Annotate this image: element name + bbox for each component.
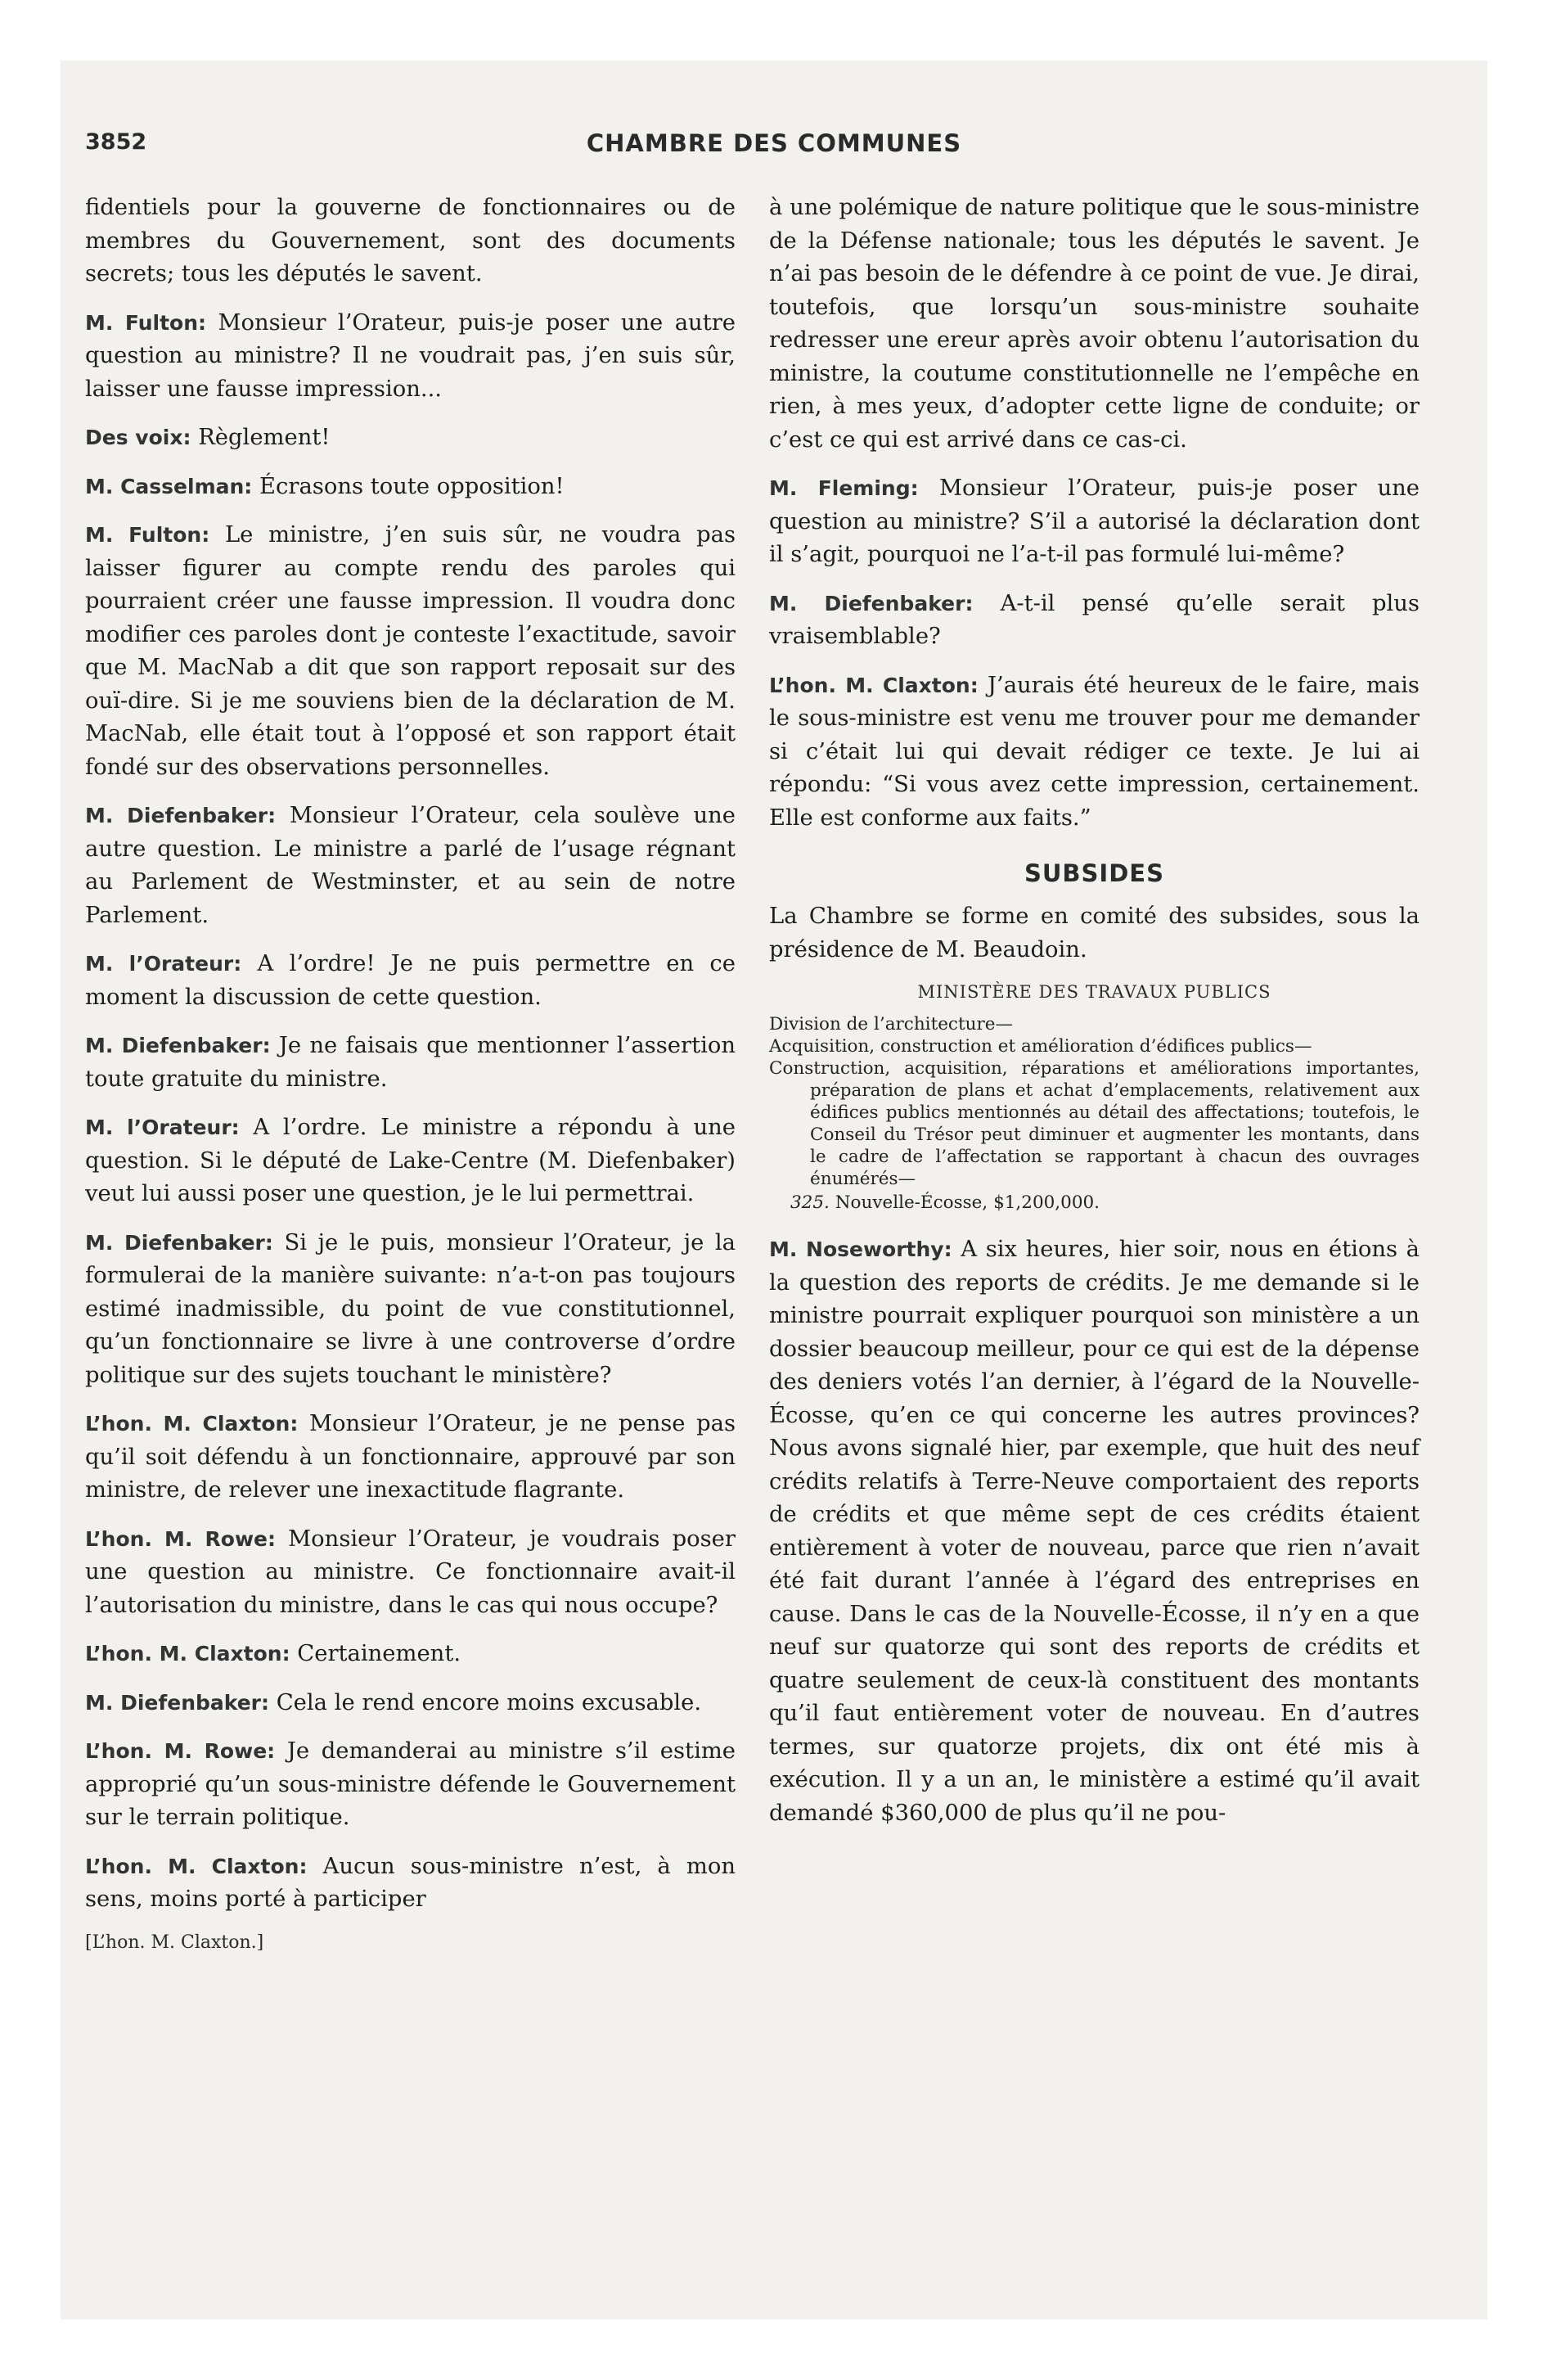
speech-paragraph xyxy=(85,192,736,291)
item-number: 325. xyxy=(790,1192,830,1213)
speech-paragraph xyxy=(85,948,736,1014)
speech-paragraph xyxy=(769,192,1420,457)
speaker-name: M. Fulton: xyxy=(85,310,206,335)
speech-text: Je ne faisais que mentionner l’assertion toute gratuite du ministre. xyxy=(85,1033,736,1092)
speaker-name: Des voix: xyxy=(85,426,191,449)
speech-text: A-t-il pensé qu’elle serait plus vraisemblable? xyxy=(769,590,1420,649)
speaker-name: M. Diefenbaker: xyxy=(85,1230,273,1255)
speech-text: Le ministre, j’en suis sûr, ne voudra pas laisser figurer au compte rendu des paroles qui pourraient créer une fausse impression. Il voudra donc modifier ces paroles dont je conteste l’exactitude, savoir que M. MacNab a dit que son rapport reposait sur des ouï-dire. Si je me souviens bien de la déclaration de M. MacNab, elle était tout à l’opposé et son rapport était fondé sur des observations personnelles. xyxy=(85,522,736,780)
speech-paragraph xyxy=(85,1850,736,1917)
speech-paragraph xyxy=(769,588,1420,654)
page-header xyxy=(61,129,1487,165)
speech-text: Monsieur l’Orateur, puis-je poser une question au ministre? S’il a autorisé la déclaration dont il s’agit, pourquoi ne l’a-t-il pas formulé lui-même? xyxy=(769,476,1420,567)
speech-paragraph xyxy=(85,307,736,407)
speech-text: Cela le rend encore moins excusable. xyxy=(276,1689,702,1715)
left-column xyxy=(85,192,736,1953)
speech-paragraph xyxy=(85,1111,736,1211)
speech-text: Monsieur l’Orateur, puis-je poser une autre question au ministre? Il ne voudrait pas, j’en suis sûr, laisser une fausse impression... xyxy=(85,309,736,402)
speech-text: à une polémique de nature politique que le sous-ministre de la Défense nationale; tous les députés le savent. Je n’ai pas besoin de le défendre à ce point de vue. Je dirai, toutefois, que lorsqu’un sous-ministre souhaite redresser une ereur après avoir obtenu l’autorisation du ministre, la coutume constitutionnelle ne l’empêche en rien, à mes yeux, d’adopter cette ligne de conduite; or c’est ce qui est arrivé dans ce cas-ci. xyxy=(769,195,1420,453)
section-heading: SUBSIDES xyxy=(1024,859,1164,887)
speaker-name: M. Diefenbaker: xyxy=(769,591,974,615)
speaker-name: M. Casselman: xyxy=(85,474,253,498)
speaker-name: L’hon. M. Claxton: xyxy=(85,1854,308,1878)
speaker-name: M. Fleming: xyxy=(769,476,919,500)
speech-text: Aucun sous-ministre n’est, à mon sens, moins porté à participer xyxy=(85,1853,736,1912)
estimate-line: Division de l’architecture— xyxy=(769,1014,1013,1034)
speech-text: Écrasons toute opposition! xyxy=(259,473,565,499)
speech-paragraph xyxy=(85,1687,736,1720)
speaker-name: L’hon. M. Claxton: xyxy=(85,1642,290,1666)
speech-paragraph xyxy=(85,800,736,932)
speaker-name: L’hon. M. Rowe: xyxy=(85,1739,276,1763)
speaker-name: M. Fulton: xyxy=(85,523,210,547)
speech-paragraph xyxy=(85,1638,736,1671)
right-column-top-paragraphs xyxy=(769,192,1420,835)
speech-text: Monsieur l’Orateur, cela soulève une autre question. Le ministre a parlé de l’usage régnant au Parlement de Westminster, et au sein de notre Parlement. xyxy=(85,803,736,928)
running-head: CHAMBRE DES COMMUNES xyxy=(586,129,962,157)
speech-paragraph xyxy=(85,1523,736,1623)
estimate-line: Construction, acquisition, réparations et améliorations importantes, préparation de plans et achat d’emplacements, relativement aux édifices publics mentionnés au détail des affectations; toutefois, le Conseil du Trésor peut diminuer et augmenter les montants, dans le cadre de l’affectation se rapportant à chacun des ouvrages énumérés— xyxy=(769,1058,1420,1189)
speaker-name: M. l’Orateur: xyxy=(85,1116,240,1139)
speaker-name: M. l’Orateur: xyxy=(85,952,242,976)
speech-text: Monsieur l’Orateur, je ne pense pas qu’il soit défendu à un fonctionnaire, approuvé par son ministre, de relever une inexactitude flagrante. xyxy=(85,1411,736,1503)
speech-paragraph xyxy=(769,1233,1420,1830)
speech-paragraph xyxy=(769,472,1420,572)
speech-paragraph xyxy=(85,519,736,784)
speech-paragraph xyxy=(85,421,736,455)
section-intro: La Chambre se forme en comité des subsides, sous la présidence de M. Beaudoin. xyxy=(769,904,1420,962)
speech-paragraph xyxy=(85,1735,736,1835)
speech-paragraph xyxy=(85,1408,736,1508)
speech-text: A l’ordre. Le ministre a répondu à une question. Si le député de Lake-Centre (M. Diefenbaker) veut lui aussi poser une question, je le lui permettrai. xyxy=(85,1115,736,1206)
speaker-name: M. Noseworthy: xyxy=(769,1237,952,1261)
speech-text: Certainement. xyxy=(297,1641,461,1666)
right-column xyxy=(769,192,1420,1846)
speech-text: Monsieur l’Orateur, je voudrais poser une question au ministre. Ce fonctionnaire avait-il l’autorisation du ministre, dans le cas qui nous occupe? xyxy=(85,1526,736,1618)
speech-paragraph xyxy=(85,471,736,504)
document-page xyxy=(61,61,1487,2319)
estimate-line: Acquisition, construction et amélioration d’édifices publics— xyxy=(769,1036,1312,1057)
speech-text: Règlement! xyxy=(198,425,331,450)
speech-text: A l’ordre! Je ne puis permettre en ce moment la discussion de cette question. xyxy=(85,951,736,1010)
page-number: 3852 xyxy=(85,129,147,155)
speech-paragraph xyxy=(85,1030,736,1096)
speaker-name: M. Diefenbaker: xyxy=(85,1034,271,1057)
speech-paragraph xyxy=(769,669,1420,836)
speaker-name: M. Diefenbaker: xyxy=(85,1690,269,1715)
speech-text: A six heures, hier soir, nous en étions à la question des reports de crédits. Je me demande si le ministre pourrait expliquer pourquoi son ministère a un dossier beaucoup meilleur, pour ce qui est de la dépense des deniers votés l’an dernier, à l’égard de la Nouvelle-Écosse, qu’en ce qui concerne les autres provinces? Nous avons signalé hier, par exemple, que huit des neuf crédits relatifs à Terre-Neuve comportaient des reports de crédits et que même sept de ces crédits étaient entièrement à voter de nouveau, parce que rien n’avait été fait durant l’année à l’égard des entreprises en cause. Dans le cas de la Nouvelle-Écosse, il n’y en a que neuf sur quatorze qui sont des reports de crédits et quatre seulement de ceux-là constituent des montants qu’il faut entièrement voter de nouveau. En d’autres termes, sur quatorze projets, dix ont été mis à exécution. Il y a un an, le ministère a estimé qu’il avait demandé $360,000 de plus qu’il ne pou- xyxy=(769,1237,1420,1826)
speaker-name: M. Diefenbaker: xyxy=(85,804,277,827)
estimate-item xyxy=(790,1192,1420,1214)
item-text: Nouvelle-Écosse, $1,200,000. xyxy=(835,1192,1100,1213)
speaker-attribution: [L’hon. M. Claxton.] xyxy=(85,1931,264,1953)
speaker-name: L’hon. M. Claxton: xyxy=(769,673,979,697)
speech-text: J’aurais été heureux de le faire, mais le sous-ministre est venu me trouver pour me demander si c’était lui qui devait rédiger ce texte. Je lui ai répondu: “Si vous avez cette impression, certainement. Elle est conforme aux faits.” xyxy=(769,672,1420,831)
ministry-subheading: MINISTÈRE DES TRAVAUX PUBLICS xyxy=(917,982,1271,1002)
speech-text: Je demanderai au ministre s’il estime approprié qu’un sous-ministre défende le Gouvernement sur le terrain politique. xyxy=(85,1738,736,1830)
speech-text: fidentiels pour la gouverne de fonctionnaires ou de membres du Gouvernement, sont des documents secrets; tous les députés le savent. xyxy=(85,195,736,286)
speaker-name: L’hon. M. Claxton: xyxy=(85,1412,299,1436)
speaker-name: L’hon. M. Rowe: xyxy=(85,1526,277,1551)
speech-text: Si je le puis, monsieur l’Orateur, je la formulerai de la manière suivante: n’a-t-on pas toujours estimé inadmissible, du point de vue constitutionnel, qu’un fonctionnaire se livre à une controverse d’ordre politique sur des sujets touchant le ministère? xyxy=(85,1229,736,1388)
left-column-paragraphs xyxy=(85,192,736,1917)
speech-paragraph xyxy=(85,1227,736,1393)
right-column-bottom-paragraphs xyxy=(769,1233,1420,1830)
